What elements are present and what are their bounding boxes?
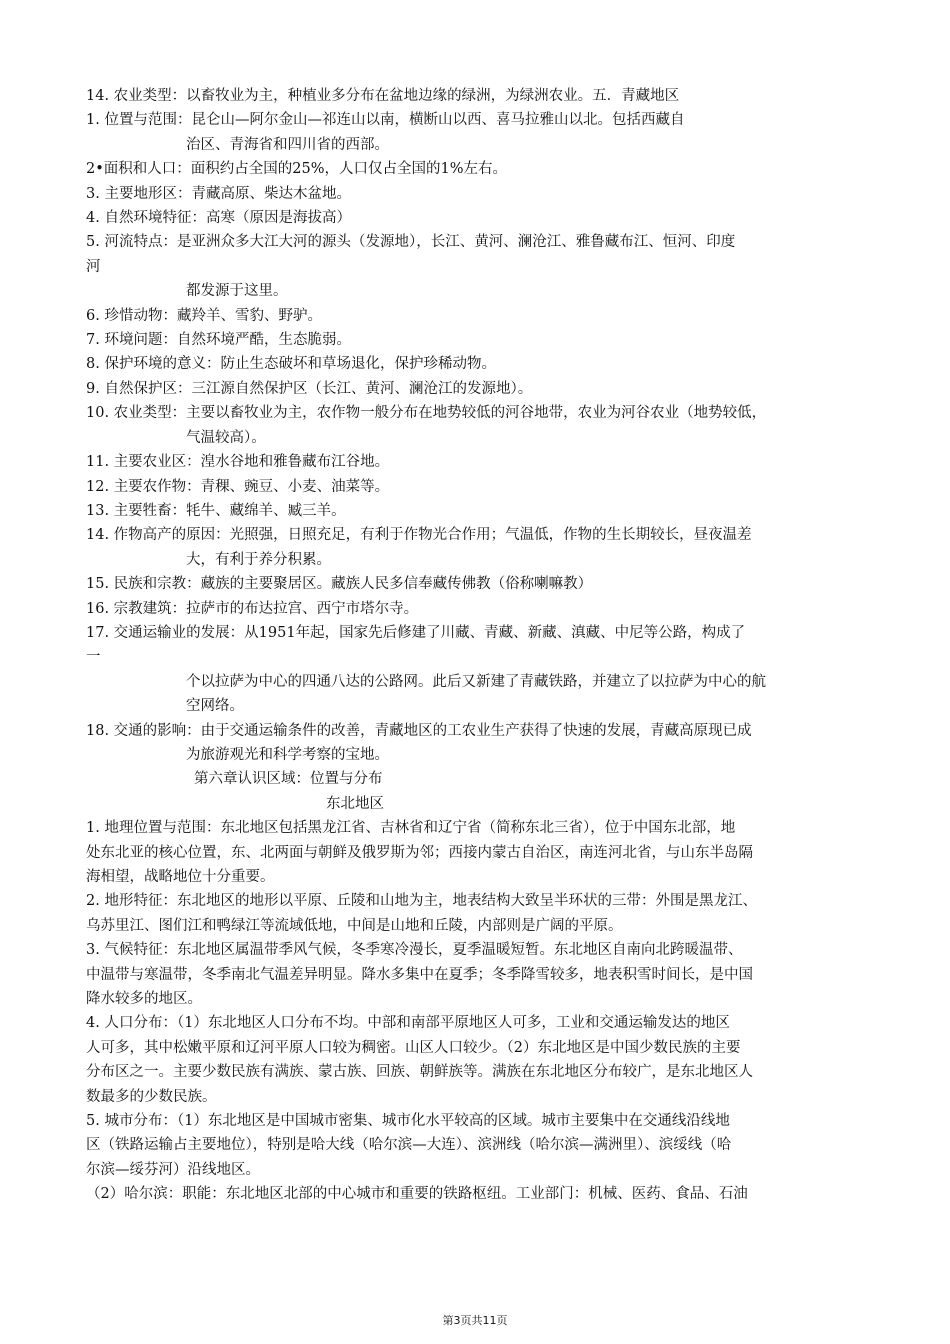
text-line: 降水较多的地区。 [86, 991, 202, 1008]
text-line: 18. 交通的影响：由于交通运输条件的改善，青藏地区的工农业生产获得了快速的发展，青藏高原现已成 [86, 722, 752, 739]
text-line: 14. 作物高产的原因：光照强，日照充足，有利于作物光合作用；气温低，作物的生长期较长，昼夜温差 [86, 527, 752, 544]
text-line: 海相望，战略地位十分重要。 [86, 869, 275, 885]
section-heading: 东北地区 [326, 795, 384, 812]
text-line: 人可多，其中松嫩平原和辽河平原人口较为稠密。山区人口较少。（2）东北地区是中国少数民族的主要 [86, 1039, 741, 1056]
text-line: 6. 珍惜动物：藏羚羊、雪豹、野驴。 [86, 307, 322, 324]
text-line: 1. 地理位置与范围：东北地区包括黑龙江省、吉林省和辽宁省（简称东北三省），位于中国东北部，地 [86, 820, 736, 837]
section-heading: 第六章认识区域：位置与分布 [194, 771, 383, 788]
text-line: 7. 环境问题：自然环境严酷，生态脆弱。 [86, 332, 351, 349]
text-line: 为旅游观光和科学考察的宝地。 [186, 746, 389, 763]
text-line: （2）哈尔滨：职能：东北地区北部的中心城市和重要的铁路枢纽。工业部门：机械、医药、食品、石油 [86, 1186, 748, 1203]
text-line: 乌苏里江、图们江和鸭绿江等流域低地，中间是山地和丘陵，内部则是广阔的平原。 [86, 917, 623, 934]
text-line: 尔滨—绥芬河）沿线地区。 [86, 1161, 260, 1178]
text-line: 大，有利于养分积累。 [186, 551, 331, 568]
text-line: 10. 农业类型：主要以畜牧业为主，农作物一般分布在地势较低的河谷地带，农业为河谷农业（地势较低， [86, 405, 767, 422]
text-line: 15. 民族和宗教：藏族的主要聚居区。藏族人民多信奉藏传佛教（俗称喇嘛教） [86, 576, 593, 593]
text-line: 8. 保护环境的意义：防止生态破坏和草场退化，保护珍稀动物。 [86, 356, 496, 373]
text-line: 16. 宗教建筑：拉萨市的布达拉宫、西宁市塔尔寺。 [86, 600, 419, 617]
text-line: 4. 自然环境特征：高寒（原因是海拔高） [86, 210, 351, 227]
text-line: 1. 位置与范围：昆仑山—阿尔金山—祁连山以南，横断山以西、喜马拉雅山以北。包括西藏自 [86, 112, 685, 129]
text-line: 一 [86, 649, 101, 666]
text-line: 2•面积和人口：面积约占全国的25%，人口仅占全国的1%左右。 [86, 161, 508, 178]
text-line: 4. 人口分布：（1）东北地区人口分布不均。中部和南部平原地区人可多，工业和交通运输发达的地区 [86, 1015, 730, 1032]
text-line: 空网络。 [186, 698, 244, 715]
text-line: 5. 河流特点：是亚洲众多大江大河的源头（发源地），长江、黄河、澜沧江、雅鲁藏布江、恒河、印度 [86, 234, 736, 251]
text-line: 数最多的少数民族。 [86, 1088, 217, 1105]
text-line: 区（铁路运输占主要地位），特别是哈大线（哈尔滨—大连）、滨洲线（哈尔滨—满洲里）、滨绥线（哈 [86, 1137, 732, 1154]
text-line: 3. 主要地形区：青藏高原、柴达木盆地。 [86, 185, 351, 202]
text-line: 9. 自然保护区：三江源自然保护区（长江、黄河、澜沧江的发源地）。 [86, 380, 533, 397]
text-line: 12. 主要农作物：青稞、豌豆、小麦、油菜等。 [86, 478, 390, 495]
text-line: 14. 农业类型：以畜牧业为主，种植业多分布在盆地边缘的绿洲，为绿洲农业。五．青藏地区 [86, 88, 680, 104]
text-line: 2. 地形特征：东北地区的地形以平原、丘陵和山地为主，地表结构大致呈半环状的三带：外围是黑龙江、 [86, 893, 757, 910]
text-line: 3. 气候特征：东北地区属温带季风气候，冬季寒冷漫长，夏季温暖短暂。东北地区自南向北跨暖温带、 [86, 942, 743, 959]
text-line: 个以拉萨为中心的四通八达的公路网。此后又新建了青藏铁路，并建立了以拉萨为中心的航 [186, 673, 766, 690]
text-line: 气温较高）。 [186, 429, 266, 446]
document-body [86, 84, 870, 1207]
text-line: 17. 交通运输业的发展：从1951年起，国家先后修建了川藏、青藏、新藏、滇藏、中尼等公路，构成了 [86, 624, 746, 641]
text-line: 治区、青海省和四川省的西部。 [186, 136, 389, 153]
text-line: 处东北亚的核心位置，东、北两面与朝鲜及俄罗斯为邻；西接内蒙古自治区，南连河北省，与山东半岛隔 [86, 844, 753, 861]
text-line: 都发源于这里。 [186, 283, 288, 300]
page-footer: 第3页共11页 [442, 1314, 508, 1327]
text-line: 11. 主要农业区：湟水谷地和雅鲁藏布江谷地。 [86, 454, 390, 471]
text-line: 13. 主要牲畜：牦牛、藏绵羊、臧三羊。 [86, 502, 346, 519]
text-line: 河 [86, 258, 101, 275]
text-line: 5. 城市分布：（1）东北地区是中国城市密集、城市化水平较高的区域。城市主要集中在交通线沿线地 [86, 1113, 730, 1130]
text-line: 分布区之一。主要少数民族有满族、蒙古族、回族、朝鲜族等。满族在东北地区分布较广，是东北地区人 [86, 1064, 753, 1081]
text-line: 中温带与寒温带，冬季南北气温差异明显。降水多集中在夏季；冬季降雪较多，地表积雪时间长，是中国 [86, 966, 753, 983]
